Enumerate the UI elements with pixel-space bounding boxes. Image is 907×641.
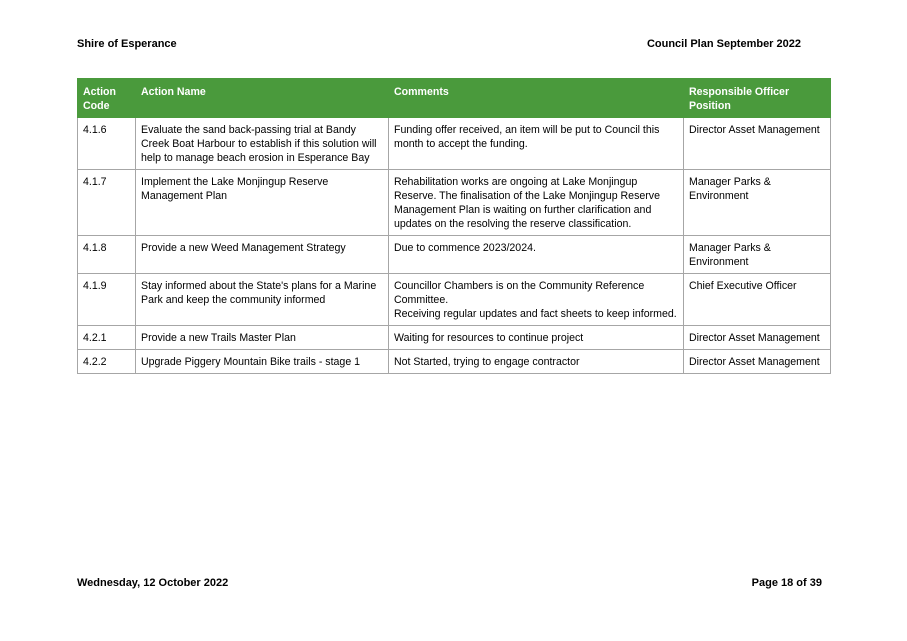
action-code-cell: 4.1.8	[78, 236, 136, 274]
column-header-action-code: Action Code	[78, 79, 136, 118]
officer-cell: Director Asset Management	[684, 350, 831, 374]
column-header-action-name: Action Name	[136, 79, 389, 118]
comments-cell	[389, 326, 684, 350]
comment-line: Due to commence 2023/2024.	[394, 242, 536, 254]
action-code-cell: 4.1.9	[78, 274, 136, 326]
action-code-cell: 4.2.2	[78, 350, 136, 374]
table-row	[78, 236, 831, 274]
comments-cell	[389, 118, 684, 170]
comments-cell	[389, 350, 684, 374]
officer-cell: Manager Parks & Environment	[684, 236, 831, 274]
comment-line: Councillor Chambers is on the Community Reference Committee.	[394, 280, 645, 306]
table-row	[78, 170, 831, 236]
comment-line: Funding offer received, an item will be put to Council this month to accept the funding.	[394, 124, 660, 150]
comments-cell	[389, 170, 684, 236]
officer-cell: Director Asset Management	[684, 326, 831, 350]
table-row	[78, 350, 831, 374]
officer-cell: Manager Parks & Environment	[684, 170, 831, 236]
document-footer-date: Wednesday, 12 October 2022	[77, 577, 229, 589]
action-code-cell: 4.1.6	[78, 118, 136, 170]
action-name-cell: Evaluate the sand back-passing trial at Bandy Creek Boat Harbour to establish if this solution will help to manage beach erosion in Esperance Bay	[136, 118, 389, 170]
action-name-cell: Implement the Lake Monjingup Reserve Management Plan	[136, 170, 389, 236]
officer-cell: Director Asset Management	[684, 118, 831, 170]
comments-cell	[389, 274, 684, 326]
comment-line: Not Started, trying to engage contractor	[394, 356, 580, 368]
column-header-responsible-officer: Responsible Officer Position	[684, 79, 831, 118]
table-row	[78, 326, 831, 350]
comment-line: Rehabilitation works are ongoing at Lake Monjingup Reserve. The finalisation of the Lake Monjingup Reserve Management Plan is waiting on further clarification and updates on the resolving the reserve classification.	[394, 176, 660, 230]
column-header-comments: Comments	[389, 79, 684, 118]
action-name-cell: Upgrade Piggery Mountain Bike trails - stage 1	[136, 350, 389, 374]
comment-line: Waiting for resources to continue project	[394, 332, 584, 344]
table-row	[78, 274, 831, 326]
action-code-cell: 4.2.1	[78, 326, 136, 350]
action-code-cell: 4.1.7	[78, 170, 136, 236]
action-name-cell: Provide a new Weed Management Strategy	[136, 236, 389, 274]
document-header-organisation: Shire of Esperance	[77, 38, 177, 50]
action-name-cell: Stay informed about the State's plans for a Marine Park and keep the community informed	[136, 274, 389, 326]
document-header-title: Council Plan September 2022	[646, 38, 801, 50]
officer-cell: Chief Executive Officer	[684, 274, 831, 326]
table-row	[78, 118, 831, 170]
comment-line: Receiving regular updates and fact sheets to keep informed.	[394, 308, 677, 320]
table-header-row	[78, 79, 831, 118]
comments-cell	[389, 236, 684, 274]
action-table	[77, 78, 831, 374]
action-name-cell: Provide a new Trails Master Plan	[136, 326, 389, 350]
page-number: Page 18 of 39	[751, 577, 822, 589]
